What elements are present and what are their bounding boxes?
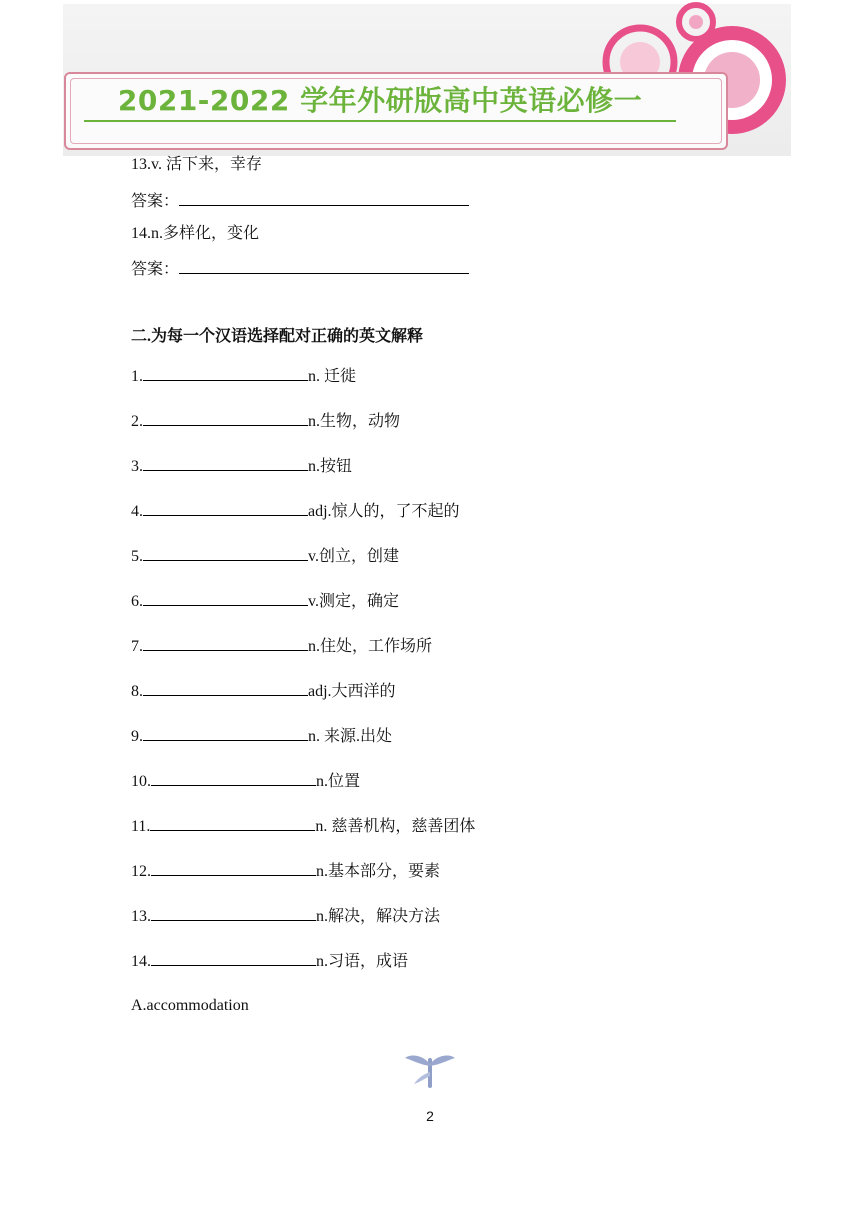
vocab-meaning: 活下来，幸存	[165, 156, 262, 173]
match-blank[interactable]	[150, 814, 315, 831]
match-blank[interactable]	[151, 859, 316, 876]
match-item	[131, 544, 399, 568]
item-hint: adj.惊人的，了不起的	[308, 503, 460, 520]
answer-blank[interactable]	[179, 189, 469, 206]
item-hint: v.测定，确定	[308, 593, 399, 610]
item-number: 11.	[131, 818, 151, 835]
item-number: 8.	[131, 683, 143, 700]
match-item	[131, 949, 408, 973]
item-number: 12.	[131, 863, 151, 880]
item-number: 13.	[131, 908, 151, 925]
item-hint: v.创立，创建	[308, 548, 399, 565]
match-item	[131, 634, 432, 658]
match-blank[interactable]	[151, 904, 316, 921]
answer-blank[interactable]	[179, 257, 469, 274]
match-blank[interactable]	[143, 364, 308, 381]
item-number: 3.	[131, 458, 143, 475]
item-number: 9.	[131, 728, 143, 745]
vocab-number: 14.n.	[131, 225, 163, 242]
item-number: 10.	[131, 773, 151, 790]
page-number: 2	[426, 1108, 434, 1124]
match-item	[131, 769, 360, 793]
item-hint: n.按钮	[308, 458, 353, 475]
match-item	[131, 364, 356, 388]
vocab-item-14	[131, 223, 259, 245]
option-a: A.accommodation	[131, 997, 249, 1014]
item-hint: adj.大西洋的	[308, 683, 396, 700]
match-blank[interactable]	[151, 949, 316, 966]
item-hint: n.住处，工作场所	[308, 638, 433, 655]
item-hint: n. 来源.出处	[308, 728, 393, 745]
item-number: 1.	[131, 368, 143, 385]
match-blank[interactable]	[143, 589, 308, 606]
plant-sprout-icon	[404, 1050, 456, 1088]
match-blank[interactable]	[143, 544, 308, 561]
section-title: 二.为每一个汉语选择配对正确的英文解释	[131, 328, 424, 345]
item-hint: n. 慈善机构，慈善团体	[315, 818, 476, 835]
item-number: 4.	[131, 503, 143, 520]
match-blank[interactable]	[151, 769, 316, 786]
item-hint: n. 迁徙	[308, 368, 357, 385]
item-hint: n.生物，动物	[308, 413, 401, 430]
item-hint: n.习语，成语	[316, 953, 409, 970]
match-item	[131, 859, 440, 883]
answer-line-14	[131, 257, 469, 281]
answer-label: 答案：	[131, 261, 180, 278]
item-hint: n.解决，解决方法	[316, 908, 441, 925]
vocab-meaning: 多样化，变化	[163, 225, 260, 242]
item-number: 5.	[131, 548, 143, 565]
match-blank[interactable]	[143, 409, 308, 426]
match-item	[131, 679, 396, 703]
page-title: 2021-2022 学年外研版高中英语必修一	[84, 82, 676, 122]
match-item	[131, 724, 392, 748]
vocab-item-13	[131, 154, 262, 176]
match-blank[interactable]	[143, 634, 308, 651]
item-hint: n.基本部分，要素	[316, 863, 441, 880]
item-hint: n.位置	[316, 773, 361, 790]
match-item	[131, 589, 399, 613]
vocab-number: 13.v.	[131, 156, 162, 173]
match-item	[131, 499, 460, 523]
match-blank[interactable]	[143, 499, 308, 516]
match-blank[interactable]	[143, 724, 308, 741]
item-number: 14.	[131, 953, 151, 970]
match-blank[interactable]	[143, 679, 308, 696]
match-blank[interactable]	[143, 454, 308, 471]
match-item	[131, 814, 475, 838]
match-item	[131, 904, 440, 928]
match-item	[131, 454, 352, 478]
answer-label: 答案：	[131, 193, 180, 210]
item-number: 7.	[131, 638, 143, 655]
answer-line-13	[131, 189, 469, 213]
match-item	[131, 409, 400, 433]
item-number: 6.	[131, 593, 143, 610]
item-number: 2.	[131, 413, 143, 430]
